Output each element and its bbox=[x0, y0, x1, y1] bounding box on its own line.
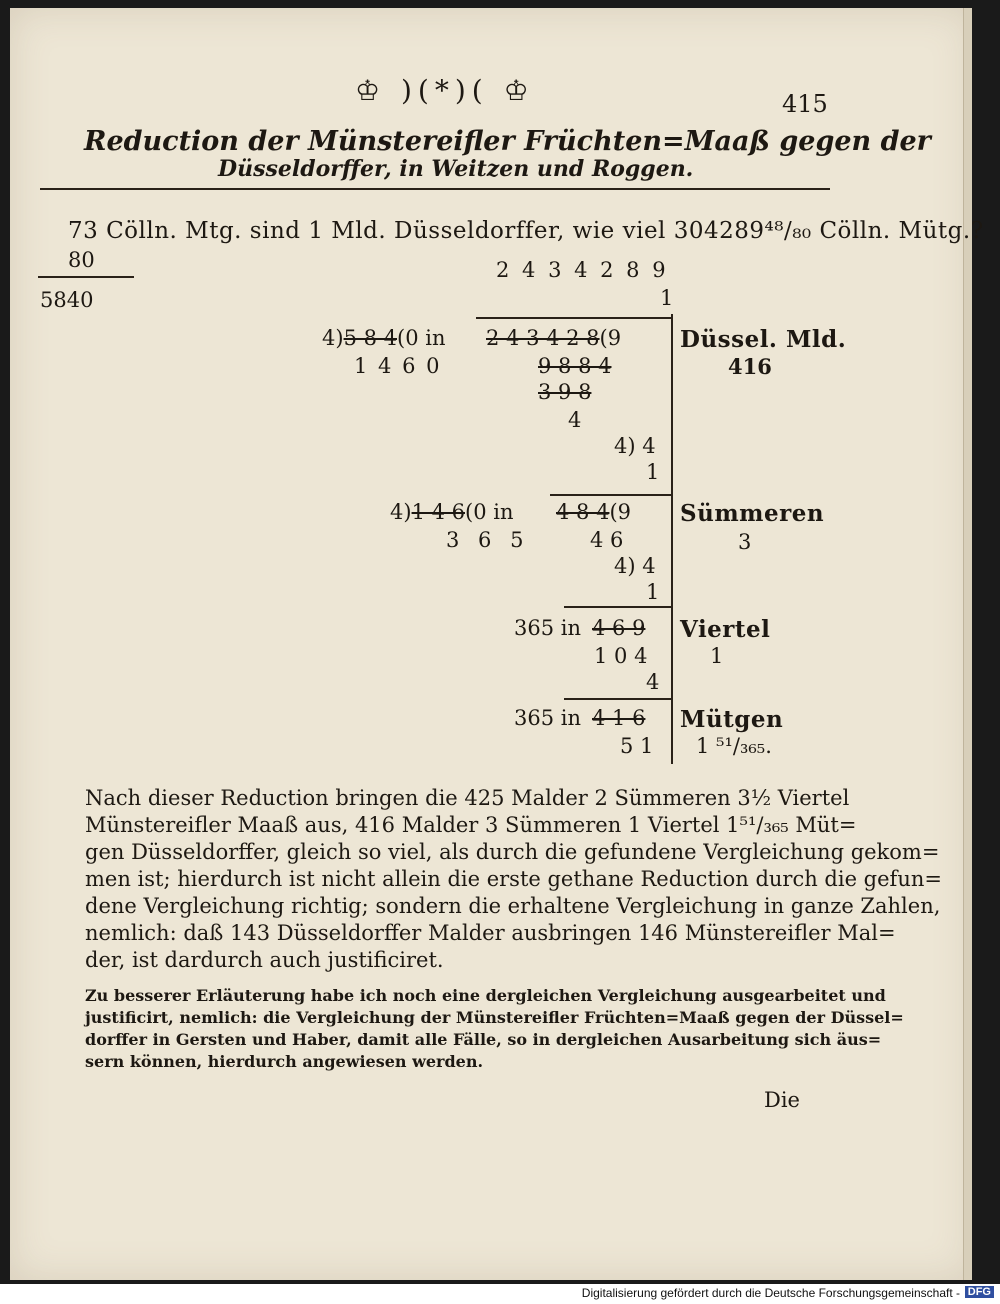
expanded-number: 2 4 3 4 2 8 9 bbox=[496, 258, 669, 282]
book-page bbox=[10, 8, 984, 1280]
dfg-logo: DFG bbox=[965, 1286, 994, 1298]
title-line-1: Reduction der Münstereifler Früchten=Maaß gegen der bbox=[84, 126, 931, 157]
step2-dividend: 1 4 6 bbox=[411, 500, 465, 524]
step1-sub2: 3 9 8 bbox=[538, 380, 592, 404]
title-line-2: Düsseldorffer, in Weitzen und Roggen. bbox=[218, 156, 694, 182]
step1-sub1: 9 8 8 4 bbox=[538, 354, 612, 378]
step1-dividend: 5 8 4 bbox=[343, 326, 397, 350]
step4-rule bbox=[564, 698, 672, 700]
paragraph-line: Nach dieser Reduction bringen die 425 Malder 2 Sümmeren 3½ Viertel bbox=[85, 786, 850, 810]
step2-number-rest: (9 bbox=[609, 500, 631, 524]
paragraph-line: Münstereifler Maaß aus, 416 Malder 3 Sümmeren 1 Viertel 1⁵¹/₃₆₅ Müt= bbox=[85, 813, 857, 837]
step2-remainder: 1 bbox=[646, 580, 660, 604]
step1-unit: Düssel. Mld. bbox=[680, 326, 847, 353]
footer-bar bbox=[0, 1284, 1000, 1304]
note-line: Zu besserer Erläuterung habe ich noch eine dergleichen Vergleichung ausgearbeitet und bbox=[85, 986, 886, 1005]
step4-unit: Mütgen bbox=[680, 706, 784, 733]
step1-divisor: 4) bbox=[322, 326, 344, 350]
step1-expression bbox=[322, 326, 445, 350]
step1-dividend-rest: (0 in bbox=[397, 326, 446, 350]
step2-sub1: 4 6 bbox=[590, 528, 624, 552]
step3-rule bbox=[564, 606, 672, 608]
paragraph-line: der, ist dardurch auch justificiret. bbox=[85, 948, 444, 972]
step1-div-sub: 4) 4 bbox=[614, 434, 656, 458]
step4-result: 1 ⁵¹/₃₆₅. bbox=[696, 734, 772, 758]
paragraph-line: gen Düsseldorffer, gleich so viel, als durch die gefundene Vergleichung gekom= bbox=[85, 840, 940, 864]
step1-number bbox=[486, 326, 621, 350]
step2-div-sub: 4) 4 bbox=[614, 554, 656, 578]
step2-dividend-rest: (0 in bbox=[465, 500, 514, 524]
step2-number-struck: 4 8 4 bbox=[556, 500, 610, 524]
step2-rule bbox=[550, 494, 672, 496]
step3-unit: Viertel bbox=[680, 616, 771, 643]
step3-result: 1 bbox=[710, 644, 724, 668]
header-ornament: ♔ )(*)( ♔ bbox=[355, 74, 535, 107]
footer-credit: Digitalisierung gefördert durch die Deutsche Forschungsgemeinschaft - bbox=[581, 1286, 960, 1300]
step2-result: 3 bbox=[738, 530, 752, 554]
problem-statement: 73 Cölln. Mtg. sind 1 Mld. Düsseldorffer, wie viel 304289⁴⁸/₈₀ Cölln. Mütg.? bbox=[68, 218, 984, 244]
paragraph-line: men ist; hierdurch ist nicht allein die erste gethane Reduction durch die gefun= bbox=[85, 867, 942, 891]
step2-divisor: 4) bbox=[390, 500, 412, 524]
expanded-carry: 1 bbox=[660, 286, 674, 310]
multiplier: 80 bbox=[68, 248, 95, 272]
step1-rule bbox=[476, 317, 672, 319]
step1-sub3: 4 bbox=[568, 408, 582, 432]
note-line: justificirt, nemlich: die Vergleichung der Münstereifler Früchten=Maaß gegen der Düssel= bbox=[85, 1008, 904, 1027]
paragraph-line: dene Vergleichung richtig; sondern die erhaltene Vergleichung in ganze Zahlen, bbox=[85, 894, 941, 918]
page-edge bbox=[963, 8, 972, 1280]
step2-unit: Sümmeren bbox=[680, 500, 825, 527]
step2-number bbox=[556, 500, 631, 524]
note-line: sern können, hierdurch angewiesen werden. bbox=[85, 1052, 484, 1071]
page-number: 415 bbox=[782, 90, 828, 118]
product-rule bbox=[38, 276, 134, 278]
step3-sub2: 4 bbox=[646, 670, 660, 694]
step1-result: 416 bbox=[728, 354, 772, 379]
paragraph-line: nemlich: daß 143 Düsseldorffer Malder ausbringen 146 Münstereifler Mal= bbox=[85, 921, 896, 945]
step4-sub1: 5 1 bbox=[620, 734, 654, 758]
product: 5840 bbox=[40, 288, 94, 312]
step1-remainder: 1 bbox=[646, 460, 660, 484]
step4-number: 4 1 6 bbox=[592, 706, 646, 730]
catchword: Die bbox=[764, 1088, 800, 1112]
step1-quotient-left: 1 4 6 0 bbox=[354, 354, 442, 378]
step2-quotient-left: 3 6 5 bbox=[446, 528, 530, 552]
result-divider bbox=[671, 314, 673, 764]
step1-number-rest: (9 bbox=[599, 326, 622, 350]
step3-number: 4 6 9 bbox=[592, 616, 646, 640]
header-rule bbox=[40, 188, 830, 190]
step3-sub1: 1 0 4 bbox=[594, 644, 648, 668]
note-line: dorffer in Gersten und Haber, damit alle Fälle, so in dergleichen Ausarbeitung sich äus= bbox=[85, 1030, 882, 1049]
step3-lead: 365 in bbox=[514, 616, 581, 640]
step2-expression bbox=[390, 500, 513, 524]
step4-lead: 365 in bbox=[514, 706, 581, 730]
step1-number-struck: 2 4 3 4 2 8 bbox=[486, 326, 600, 350]
